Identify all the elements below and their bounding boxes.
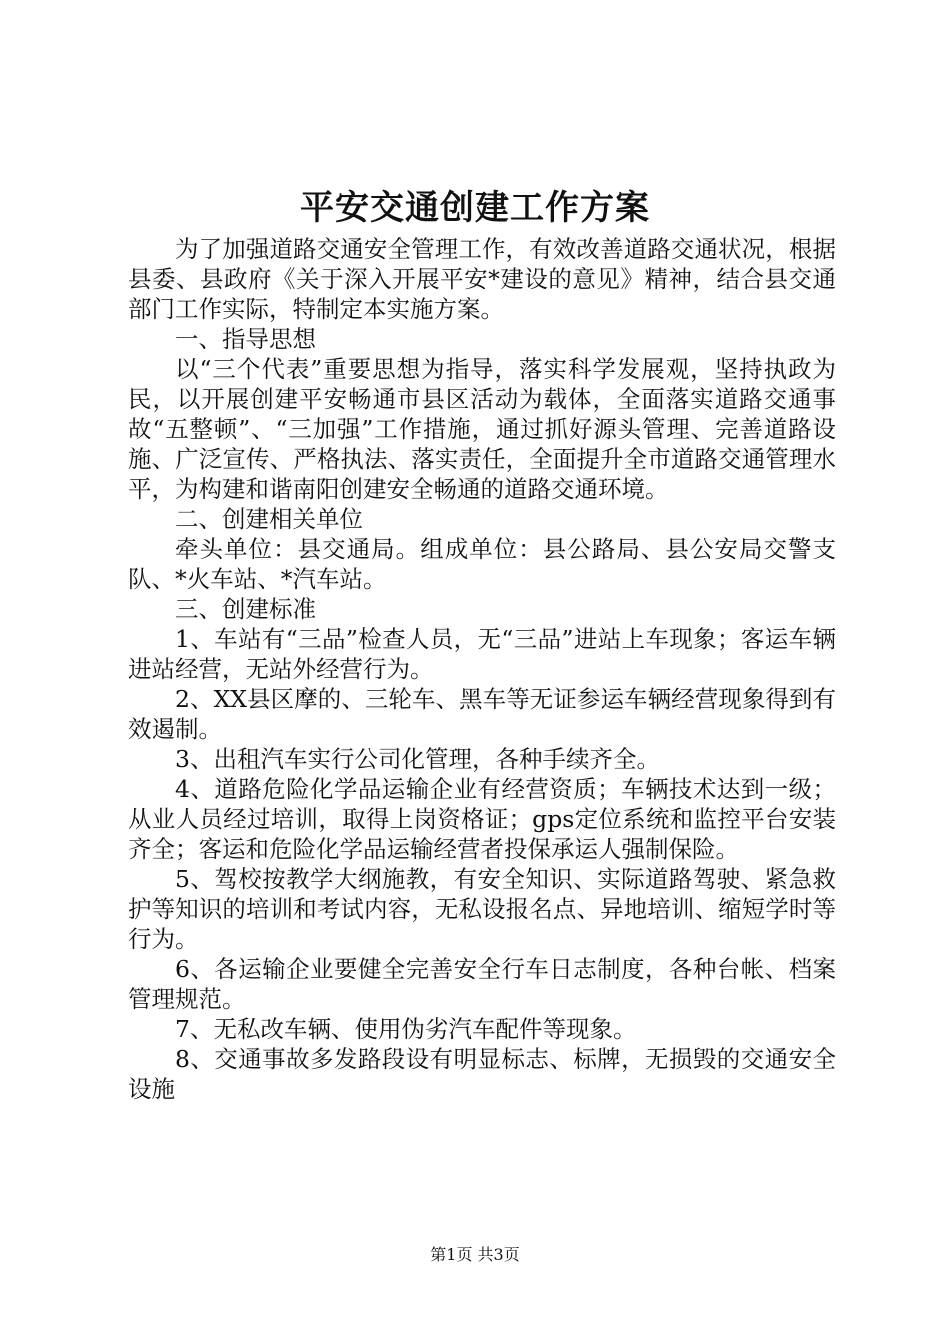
- standard-item-8: 8、交通事故多发路段设有明显标志、标牌，无损毁的交通安全设施: [128, 1045, 836, 1103]
- section-heading-guiding-ideology: 一、指导思想: [175, 325, 316, 353]
- related-units-paragraph: 牵头单位：县交通局。组成单位：县公路局、县公安局交警支队、*火车站、*汽车站。: [128, 535, 836, 593]
- standard-item-1: 1、车站有“三品”检查人员，无“三品”进站上车现象；客运车辆进站经营，无站外经营行为。: [128, 625, 836, 683]
- standard-item-2: 2、XX县区摩的、三轮车、黑车等无证参运车辆经营现象得到有效遏制。: [128, 685, 836, 743]
- standard-item-5: 5、驾校按教学大纲施教，有安全知识、实际道路驾驶、紧急救护等知识的培训和考试内容，无私设报名点、异地培训、缩短学时等行为。: [128, 865, 836, 953]
- document-body: [128, 234, 836, 1104]
- intro-paragraph: 为了加强道路交通安全管理工作，有效改善道路交通状况，根据县委、县政府《关于深入开展平安*建设的意见》精神，结合县交通部门工作实际，特制定本实施方案。: [128, 235, 836, 323]
- document-title: 平安交通创建工作方案: [300, 188, 650, 228]
- section-heading-related-units: 二、创建相关单位: [175, 505, 363, 533]
- guiding-ideology-paragraph: 以“三个代表”重要思想为指导，落实科学发展观，坚持执政为民，以开展创建平安畅通市县区活动为载体，全面落实道路交通事故“五整顿”、“三加强”工作措施，通过抓好源头管理、完善道路设施、广泛宣传、严格执法、落实责任，全面提升全市道路交通管理水平，为构建和谐南阳创建安全畅通的道路交通环境。: [128, 355, 836, 503]
- standard-item-4: 4、道路危险化学品运输企业有经营资质；车辆技术达到一级；从业人员经过培训，取得上岗资格证；gps定位系统和监控平台安装齐全；客运和危险化学品运输经营者投保承运人强制保险。: [128, 775, 836, 863]
- section-heading-standards: 三、创建标准: [175, 595, 316, 623]
- standard-item-6: 6、各运输企业要健全完善安全行车日志制度，各种台帐、档案管理规范。: [128, 955, 836, 1013]
- standard-item-3: 3、出租汽车实行公司化管理，各种手续齐全。: [175, 745, 660, 773]
- standard-item-7: 7、无私改车辆、使用伪劣汽车配件等现象。: [175, 1015, 637, 1043]
- page-footer: 第1页 共3页: [430, 1245, 520, 1264]
